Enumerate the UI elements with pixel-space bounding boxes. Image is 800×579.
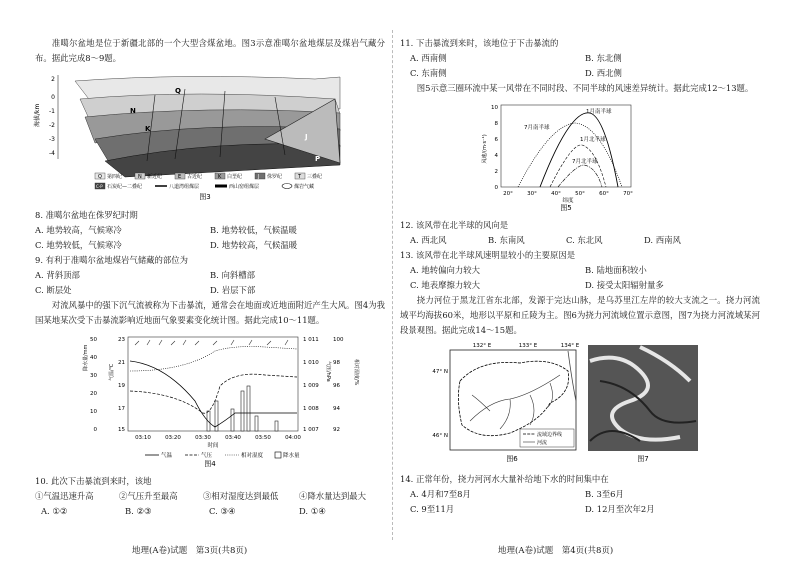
- fig4-xtick: 03:50: [255, 435, 271, 441]
- fig3-ytick: -2: [49, 122, 55, 129]
- figure-5: [400, 99, 760, 216]
- fig4-ytick: 21: [118, 360, 125, 366]
- q13-option-c[interactable]: C. 地表摩擦力较大: [410, 280, 481, 290]
- legend-symbol: E: [178, 174, 182, 180]
- fig4-ytick: 50: [90, 337, 97, 343]
- q10-item-1: ①气温迅速升高: [35, 491, 94, 501]
- legend-entry: 三叠纪: [307, 174, 323, 180]
- q12-stem: 12. 该风带在北半球的风向是: [400, 220, 509, 230]
- layer-label: N: [130, 107, 136, 115]
- fig4-ylabel2: 气温/℃: [109, 363, 115, 381]
- question-10: [35, 474, 385, 519]
- fig6-lon: 134° E: [560, 343, 580, 349]
- q11-option-c[interactable]: C. 东南侧: [410, 68, 447, 78]
- q13-stem: 13. 该风带在北半球风速明显较小的主要原因是: [400, 250, 576, 260]
- fig6-lat: 46° N: [432, 433, 448, 439]
- fig4-ytick: 0: [93, 427, 97, 433]
- question-12: [400, 218, 760, 248]
- fig5-xtick: 60°: [599, 191, 609, 197]
- fig6-legend: 河流: [537, 440, 548, 446]
- q11-option-b[interactable]: B. 东北侧: [585, 53, 622, 63]
- fig6-legend: 流域边界线: [537, 432, 563, 438]
- q11-stem: 11. 下击暴流到来时，该地位于下击暴流的: [400, 38, 559, 48]
- fig5-xtick: 70°: [623, 191, 633, 197]
- legend-symbol: N: [138, 174, 142, 180]
- q8-option-d[interactable]: D. 地势较高，气候温暖: [210, 240, 298, 250]
- q10-item-3: ③相对湿度达到最低: [203, 491, 279, 501]
- fig3-ytick: -3: [49, 136, 55, 143]
- legend-symbol: J: [258, 174, 260, 180]
- legend-entry: 煤岩气藏: [294, 184, 315, 190]
- layer-label: K: [145, 125, 151, 133]
- fig4-ylabel: 降水量/mm: [83, 344, 89, 371]
- layer-label: P: [315, 155, 321, 163]
- legend-entry: 八道湾组煤层: [169, 184, 200, 190]
- q10-option-c[interactable]: C. ③④: [209, 506, 236, 516]
- fig6-lat: 47° N: [432, 369, 448, 375]
- fig5-series-label: 7月南半球: [524, 125, 550, 131]
- fig4-legend: 降水量: [283, 453, 300, 459]
- q10-item-4: ④降水量达到最大: [299, 491, 366, 501]
- fig4-xtick: 04:00: [285, 435, 301, 441]
- legend-symbol: T: [298, 174, 302, 180]
- q10-option-b[interactable]: B. ②③: [125, 506, 152, 516]
- fig5-series-label: 1月北半球: [580, 137, 606, 143]
- fig4-ytick: 1 011: [303, 337, 319, 343]
- intro-text: 图5示意三圈环流中某一风带在不同时段、不同半球的风速差异统计。据此完成12～13题。: [416, 83, 754, 93]
- fig4-xlabel: 时间: [207, 443, 219, 449]
- fig4-ytick: 20: [90, 391, 97, 397]
- layer-label: Q: [175, 87, 181, 95]
- fig5-ytick: 2: [494, 169, 498, 175]
- river-photo: [588, 345, 698, 451]
- figure-4: [35, 331, 385, 472]
- q9-option-c[interactable]: C. 断层处: [35, 285, 72, 295]
- q8-option-c[interactable]: C. 地势较低，气候寒冷: [35, 240, 122, 250]
- q10-item-2: ②气压升至最高: [119, 491, 178, 501]
- fig4-ylabel4: 相对湿度/%: [353, 359, 359, 386]
- fig5-ytick: 10: [491, 105, 498, 111]
- q9-option-d[interactable]: D. 岩层下部: [210, 285, 256, 295]
- legend-entry: 石炭纪—二叠纪: [107, 184, 143, 190]
- fig4-ytick: 17: [118, 406, 125, 412]
- q10-stem: 10. 此次下击暴流到来时，该地: [35, 476, 152, 486]
- fig3-caption: 图3: [199, 193, 211, 201]
- figures-6-7: [400, 341, 760, 470]
- fig4-xtick: 03:20: [165, 435, 181, 441]
- fig5-xtick: 30°: [527, 191, 537, 197]
- legend-entry: 新近纪: [147, 174, 163, 180]
- q14-option-b[interactable]: B. 3至6月: [585, 489, 624, 499]
- fig4-legend: 气压: [201, 453, 213, 459]
- fig4-ytick: 100: [333, 337, 344, 343]
- legend-symbol: K: [218, 174, 222, 180]
- fig3-ytick: 0: [51, 94, 55, 101]
- fig4-ytick: 40: [90, 355, 97, 361]
- legend-entry: 西山窑组煤层: [229, 184, 260, 190]
- question-11: [400, 36, 760, 81]
- q14-option-c[interactable]: C. 9至11月: [410, 504, 455, 514]
- q9-stem: 9. 有利于准噶尔盆地煤岩气储藏的部位为: [35, 255, 189, 265]
- q11-option-a[interactable]: A. 西南侧: [410, 53, 447, 63]
- fig5-series-label: 1月南半球: [586, 109, 612, 115]
- page-footer-right: 地理(A卷)试题 第4页(共8页): [498, 546, 614, 556]
- naoli-river-figures: [400, 341, 760, 465]
- fig7-caption: 图7: [637, 455, 649, 463]
- fig4-ytick: 30: [90, 373, 97, 379]
- column-divider: [392, 30, 393, 540]
- q14-option-d[interactable]: D. 12月至次年2月: [585, 504, 655, 514]
- fig4-ytick: 23: [118, 337, 125, 343]
- fig4-ytick: 94: [333, 406, 340, 412]
- q13-option-a[interactable]: A. 地转偏向力较大: [410, 265, 480, 275]
- fig4-xtick: 03:40: [225, 435, 241, 441]
- fig5-xtick: 20°: [503, 191, 513, 197]
- fig6-caption: 图6: [506, 455, 518, 463]
- legend-entry: 白垩纪: [227, 174, 243, 180]
- fig5-series-label: 7月北半球: [572, 159, 598, 165]
- fig3-ylabel: 海拔/km: [34, 103, 41, 127]
- q8-option-b[interactable]: B. 地势较低，气候温暖: [210, 225, 297, 235]
- q11-option-d[interactable]: D. 西北侧: [585, 68, 622, 78]
- q14-stem: 14. 正常年份，挠力河河水大量补给地下水的时间集中在: [400, 474, 609, 484]
- fig4-ytick: 92: [333, 427, 340, 433]
- q12-option-d[interactable]: D. 西南风: [644, 235, 681, 245]
- fig4-ytick: 1 008: [303, 406, 319, 412]
- fig6-lon: 132° E: [472, 343, 492, 349]
- fig4-ytick: 1 009: [303, 383, 319, 389]
- q12-option-c[interactable]: C. 东北风: [566, 235, 603, 245]
- weather-chart: [35, 331, 385, 467]
- q10-option-a[interactable]: A. ①②: [41, 506, 68, 516]
- fig4-ytick: 1 010: [303, 360, 319, 366]
- intro-text: 挠力河位于黑龙江省东北部，发源于完达山脉，是乌苏里江左岸的较大支流之一。挠力河流域平均海拔60米，地形以平原和丘陵为主。图6为挠力河流域位置示意图，图7为挠力河流域某河段景观图。据此完成14～15题。: [400, 295, 760, 335]
- fig5-xtick: 50°: [575, 191, 585, 197]
- legend-entry: 第四纪: [107, 174, 123, 180]
- right-column: [400, 36, 760, 517]
- layer-label: J: [305, 133, 308, 141]
- fig4-xtick: 03:10: [135, 435, 151, 441]
- q9-option-b[interactable]: B. 向斜槽部: [210, 270, 255, 280]
- fig5-ytick: 6: [494, 137, 498, 143]
- legend-symbol: Q: [98, 174, 102, 180]
- figure-3: [35, 69, 385, 206]
- q12-option-b[interactable]: B. 东南风: [488, 235, 525, 245]
- question-14: [400, 472, 760, 517]
- fig5-ytick: 0: [494, 185, 498, 191]
- fig4-ylabel3: 气压/hPa: [325, 361, 331, 382]
- page-footer-left: 地理(A卷)试题 第3页(共8页): [132, 546, 248, 556]
- q10-option-d[interactable]: D. ①④: [299, 506, 326, 516]
- fig4-legend: 气温: [161, 453, 173, 459]
- fig5-ytick: 8: [494, 121, 498, 127]
- fig4-caption: 图4: [204, 460, 216, 468]
- fig5-ylabel: 风速/(m·s⁻¹): [482, 134, 488, 164]
- fig4-ytick: 19: [118, 383, 125, 389]
- fig3-ytick: -1: [49, 108, 55, 115]
- intro-text: 对流风暴中的强下沉气流被称为下击暴流，通常会在地面或近地面附近产生大风。图4为我国某地某次受下击暴流影响近地面气象要素变化统计图。据此完成10～11题。: [35, 300, 385, 325]
- q13-option-b[interactable]: B. 陆地面积较小: [585, 265, 647, 275]
- q8-option-a[interactable]: A. 地势较高，气候寒冷: [35, 225, 122, 235]
- fig6-lon: 133° E: [518, 343, 538, 349]
- fig4-ytick: 98: [333, 360, 340, 366]
- intro-text: 准噶尔盆地是位于新疆北部的一个大型含煤盆地。图3示意准噶尔盆地煤层及煤岩气藏分布。据此完成8～9题。: [35, 38, 385, 63]
- legend-entry: 古近纪: [187, 174, 203, 180]
- legend-entry: 侏罗纪: [267, 174, 283, 180]
- fig4-legend: 相对湿度: [241, 453, 264, 459]
- question-8: [35, 208, 385, 253]
- fig5-xlabel: 纬度: [562, 198, 574, 204]
- wind-speed-chart: [400, 99, 760, 211]
- question-13: [400, 248, 760, 293]
- fig3-ytick: 2: [51, 76, 55, 83]
- fig4-ytick: 15: [118, 427, 125, 433]
- fig4-xtick: 03:30: [195, 435, 211, 441]
- fig4-ytick: 10: [90, 409, 97, 415]
- q9-option-a[interactable]: A. 背斜顶部: [35, 270, 80, 280]
- fig5-caption: 图5: [560, 204, 572, 212]
- q14-option-a[interactable]: A. 4月和7至8月: [410, 489, 471, 499]
- question-9: [35, 253, 385, 298]
- q13-option-d[interactable]: D. 接受太阳辐射量多: [585, 280, 664, 290]
- q12-option-a[interactable]: A. 西北风: [410, 235, 447, 245]
- left-column: [35, 36, 385, 519]
- fig5-ytick: 4: [494, 153, 498, 159]
- fig3-ytick: -4: [49, 150, 55, 157]
- fig5-xtick: 40°: [551, 191, 561, 197]
- basin-cross-section: [35, 69, 385, 201]
- fig4-ytick: 1 007: [303, 427, 319, 433]
- fig4-ytick: 96: [333, 383, 340, 389]
- q8-stem: 8. 准噶尔盆地在侏罗纪时期: [35, 210, 138, 220]
- legend-symbol: C-P: [96, 184, 103, 189]
